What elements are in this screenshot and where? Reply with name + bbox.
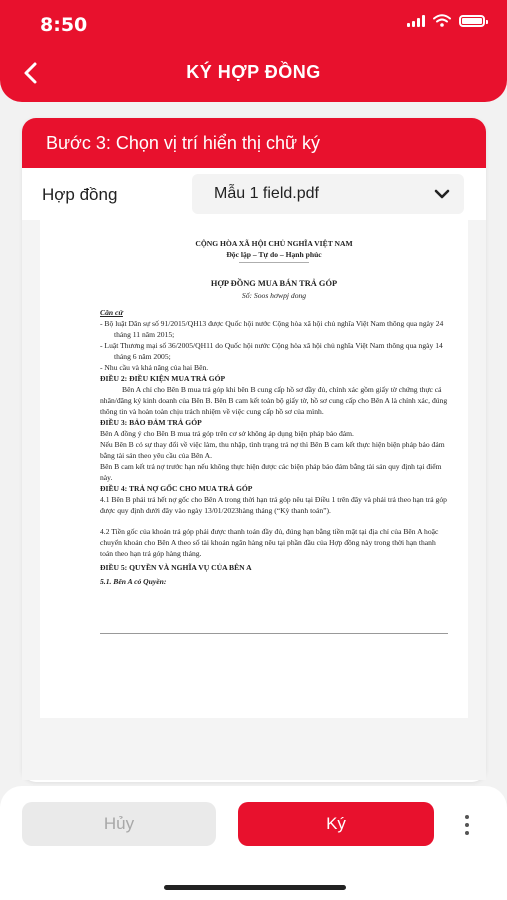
doc-article-heading: ĐIỀU 3: BẢO ĐẢM TRẢ GÓP xyxy=(100,418,202,428)
step-title: Bước 3: Chọn vị trí hiển thị chữ ký xyxy=(22,118,486,168)
doc-article-heading: ĐIỀU 2: ĐIỀU KIỆN MUA TRẢ GÓP xyxy=(100,374,226,384)
contract-file-select[interactable] xyxy=(192,174,464,214)
doc-basis-item: - Bộ luật Dân sự số 91/2015/QH13 được Quốc hội nước Cộng hòa xã hội chủ nghĩa Việt Nam thông qua ngày 24 tháng 11 năm 2015; xyxy=(100,319,444,340)
doc-national-title: CỘNG HÒA XÃ HỘI CHỦ NGHĨA VIỆT NAM xyxy=(195,239,353,248)
doc-footer-divider xyxy=(100,633,448,634)
chevron-down-icon xyxy=(434,188,450,200)
doc-article-text: Bên A đồng ý cho Bên B mua trả góp trên cơ sở không áp dụng biện pháp bảo đảm. xyxy=(100,429,354,439)
doc-motto: Độc lập – Tự do – Hạnh phúc xyxy=(226,250,322,259)
sign-button[interactable]: Ký xyxy=(238,802,434,846)
home-indicator xyxy=(164,885,346,890)
doc-basis-item: - Luật Thương mại số 36/2005/QH11 do Quốc hội nước Cộng hòa xã hội chủ nghĩa Việt Nam thông qua ngày 14 tháng 6 năm 2005; xyxy=(100,341,443,362)
doc-article-text: Nếu Bên B có sự thay đổi về việc làm, thu nhập, tình trạng trả nợ thì Bên B cam kết thực hiện biện pháp bảo đảm bằng tài sản theo yêu cầu của Bên A. xyxy=(100,440,445,461)
doc-title: HỢP ĐỒNG MUA BÁN TRẢ GÓP xyxy=(210,279,338,288)
status-icons xyxy=(407,14,485,27)
app-header xyxy=(0,0,507,102)
contract-selector-row xyxy=(22,168,486,220)
bottom-action-bar xyxy=(0,786,507,900)
cancel-button[interactable]: Hủy xyxy=(22,802,216,846)
status-time: 8:50 xyxy=(40,14,88,36)
document-viewer xyxy=(22,220,486,780)
document-page[interactable] xyxy=(40,220,468,718)
signal-icon xyxy=(407,15,425,27)
signing-card xyxy=(22,118,486,782)
contract-label: Hợp đồng xyxy=(42,185,118,204)
doc-article-heading: ĐIỀU 5: QUYỀN VÀ NGHĨA VỤ CỦA BÊN A xyxy=(100,563,252,573)
more-options-button[interactable] xyxy=(452,808,482,842)
doc-article-text: 4.1 Bên B phải trả hết nợ gốc cho Bên A trong thời hạn trả góp nêu tại Điều 1 trên đây và phải trả theo hạn trả góp được quy định dưới đây vào ngày 13/01/2023hàng tháng (“Kỳ thanh toán”). xyxy=(100,495,447,516)
doc-article-heading: ĐIỀU 4: TRẢ NỢ GỐC CHO MUA TRẢ GÓP xyxy=(100,484,253,494)
doc-basis-item: - Nhu cầu và khả năng của hai Bên. xyxy=(100,363,209,373)
doc-article-text: 4.2 Tiền gốc của khoản trả góp phải được thanh toán đầy đủ, đúng hạn bằng tiền mặt tại địa chỉ của Bên A hoặc chuyển khoản cho Bên A theo số tài khoản ngân hàng nêu tại phần đầu của Hợp đồng này trong thời hạn thanh toán theo hạn trả góp hàng tháng. xyxy=(100,527,439,559)
doc-basis-heading: Căn cứ xyxy=(100,308,123,318)
doc-article-text: Bên B cam kết trả nợ trước hạn nếu không thực hiện được các biện pháp bảo đảm bằng tài sản quy định tại điểm này. xyxy=(100,462,442,483)
selected-file-name: Mẫu 1 field.pdf xyxy=(214,185,319,202)
doc-article-text: 5.1. Bên A có Quyền: xyxy=(100,577,167,587)
more-vertical-icon xyxy=(465,815,469,835)
doc-number: Số: Soos hơwpj dong xyxy=(241,291,307,301)
wifi-icon xyxy=(433,14,451,27)
page-title: KÝ HỢP ĐỒNG xyxy=(186,62,321,82)
doc-separator: ----------------------------------- xyxy=(239,260,309,266)
battery-icon xyxy=(459,15,485,27)
doc-article-text: Bên A chỉ cho Bên B mua trả góp khi bên B cung cấp hồ sơ đầy đủ, chính xác gồm giấy tờ chứng thực cá nhân/đăng ký kinh doanh của Bên B. Bên B cam kết toàn bộ giấy tờ, hồ sơ cung cấp cho Bên A là chính xác, đúng thông tin và hoàn toàn chịu trách nhiệm về việc cung cấp hồ sơ của mình. xyxy=(100,385,448,417)
